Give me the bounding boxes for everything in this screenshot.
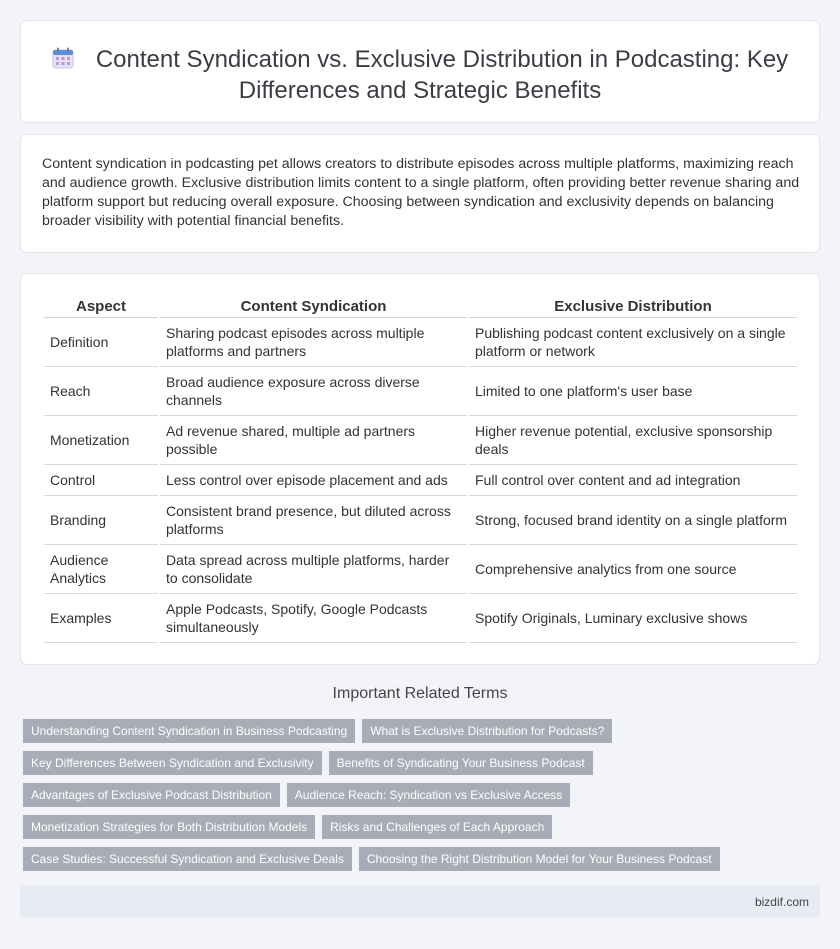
table-header-row <box>44 296 797 318</box>
table-row <box>44 465 797 496</box>
table-row <box>44 416 797 465</box>
cell-aspect: Examples <box>44 594 158 643</box>
cell-exclusive: Full control over content and ad integration <box>469 465 797 496</box>
related-terms-row <box>23 751 593 775</box>
cell-aspect: Branding <box>44 496 158 545</box>
cell-aspect: Definition <box>44 318 158 367</box>
cell-exclusive: Limited to one platform's user base <box>469 367 797 416</box>
cell-aspect: Control <box>44 465 158 496</box>
related-terms-row <box>23 815 552 839</box>
cell-aspect: Reach <box>44 367 158 416</box>
related-terms-title: Important Related Terms <box>332 685 508 702</box>
intro-card <box>20 134 820 253</box>
related-terms-row <box>23 847 720 871</box>
cell-exclusive: Strong, focused brand identity on a single platform <box>469 496 797 545</box>
cell-syndication: Broad audience exposure across diverse channels <box>160 367 467 416</box>
related-term-link[interactable]: Case Studies: Successful Syndication and Exclusive Deals <box>23 847 352 871</box>
related-term-link[interactable]: Benefits of Syndicating Your Business Podcast <box>329 751 593 775</box>
comparison-table <box>42 296 799 643</box>
table-row <box>44 496 797 545</box>
cell-exclusive: Publishing podcast content exclusively on a single platform or network <box>469 318 797 367</box>
cell-exclusive: Higher revenue potential, exclusive sponsorship deals <box>469 416 797 465</box>
comparison-table-card <box>20 273 820 665</box>
calendar-icon <box>52 47 74 76</box>
related-term-link[interactable]: Understanding Content Syndication in Business Podcasting <box>23 719 355 743</box>
cell-syndication: Consistent brand presence, but diluted across platforms <box>160 496 467 545</box>
header-exclusive-distribution: Exclusive Distribution <box>469 296 797 318</box>
table-row <box>44 594 797 643</box>
related-term-link[interactable]: Key Differences Between Syndication and Exclusivity <box>23 751 322 775</box>
cell-syndication: Data spread across multiple platforms, harder to consolidate <box>160 545 467 594</box>
related-terms-row <box>23 719 612 743</box>
header-card <box>20 20 820 123</box>
header-content-syndication: Content Syndication <box>160 296 467 318</box>
cell-syndication: Less control over episode placement and ads <box>160 465 467 496</box>
header-aspect: Aspect <box>44 296 158 318</box>
cell-aspect: Audience Analytics <box>44 545 158 594</box>
related-term-link[interactable]: Advantages of Exclusive Podcast Distribution <box>23 783 280 807</box>
related-term-link[interactable]: What is Exclusive Distribution for Podcasts? <box>362 719 612 743</box>
related-term-link[interactable]: Audience Reach: Syndication vs Exclusive Access <box>287 783 570 807</box>
footer-brand[interactable]: bizdif.com <box>754 895 809 909</box>
table-row <box>44 545 797 594</box>
table-row <box>44 367 797 416</box>
cell-exclusive: Spotify Originals, Luminary exclusive shows <box>469 594 797 643</box>
cell-aspect: Monetization <box>44 416 158 465</box>
page-title <box>51 45 789 105</box>
table-row <box>44 318 797 367</box>
cell-exclusive: Comprehensive analytics from one source <box>469 545 797 594</box>
related-term-link[interactable]: Monetization Strategies for Both Distribution Models <box>23 815 315 839</box>
cell-syndication: Ad revenue shared, multiple ad partners possible <box>160 416 467 465</box>
page-title-text: Content Syndication vs. Exclusive Distribution in Podcasting: Key Differences and Strategic Benefits <box>95 46 789 104</box>
footer <box>20 885 820 918</box>
related-term-link[interactable]: Risks and Challenges of Each Approach <box>322 815 552 839</box>
related-terms-row <box>23 783 570 807</box>
cell-syndication: Apple Podcasts, Spotify, Google Podcasts simultaneously <box>160 594 467 643</box>
cell-syndication: Sharing podcast episodes across multiple platforms and partners <box>160 318 467 367</box>
related-term-link[interactable]: Choosing the Right Distribution Model for Your Business Podcast <box>359 847 720 871</box>
intro-paragraph: Content syndication in podcasting pet allows creators to distribute episodes across multiple platforms, maximizing reach and audience growth. Exclusive distribution limits content to a single platform, often providing better revenue sharing and platform support but reducing overall exposure. Choosing between syndication and exclusivity depends on balancing broader visibility with potential financial benefits. <box>42 156 800 229</box>
